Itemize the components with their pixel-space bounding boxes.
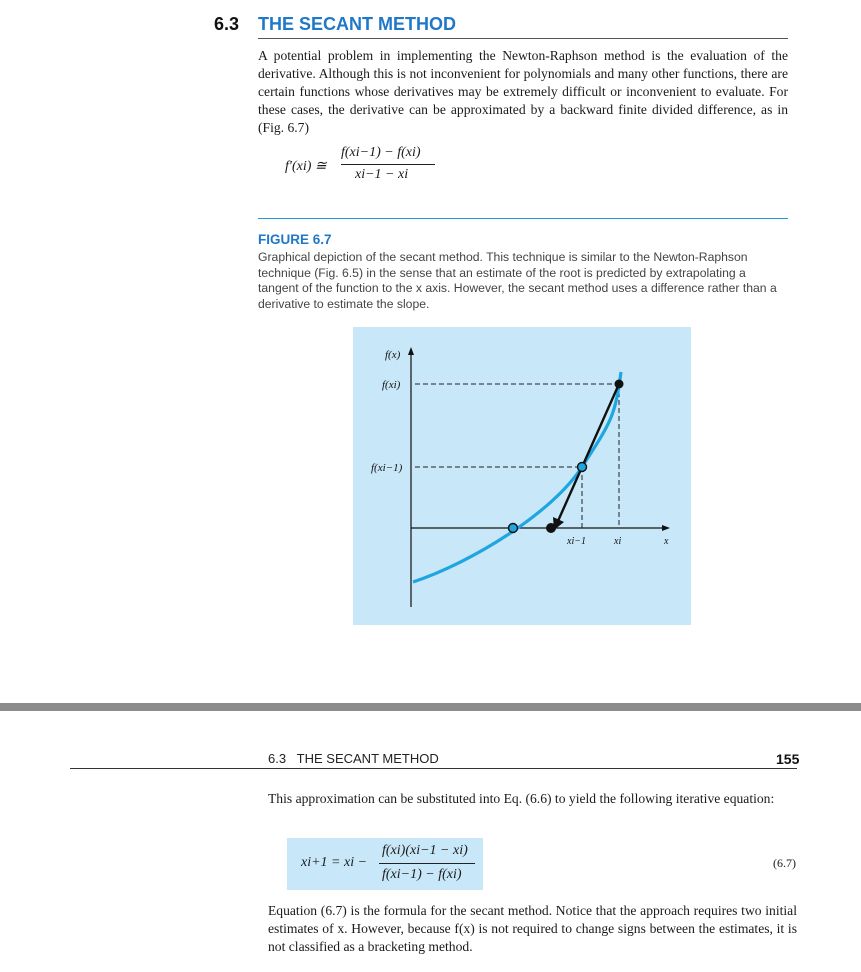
x-axis-label: x	[664, 536, 669, 547]
continuation-paragraph: This approximation can be substituted into Eq. (6.6) to yield the following iterative equation:	[268, 791, 775, 806]
figure-divider	[258, 218, 788, 219]
y-axis-label: f(x)	[385, 349, 401, 361]
x-i-tick-label: xi	[614, 536, 622, 547]
f-xi-label: f(xi)	[382, 379, 401, 391]
derivative-equation-lhs: f′(xi) ≅	[285, 159, 327, 174]
closing-paragraph: Equation (6.7) is the formula for the secant method. Notice that the approach requires two initial estimates of x. However, because f(x) is not required to change signs between the estimates, it is not classified as a bracketing method.	[268, 903, 797, 954]
derivative-equation-denominator: xi−1 − xi	[355, 167, 409, 182]
figure-caption: Graphical depiction of the secant method. This technique is similar to the Newton-Raphson technique (Fig. 6.5) in the sense that an estimate of the root is predicted by extrapolating a tangent of the function to the x axis. However, the secant method uses a difference rather than a derivative to estimate the slope.	[258, 250, 777, 311]
derivative-equation	[285, 144, 485, 190]
section-number: 6.3	[214, 14, 240, 34]
secant-method-figure	[353, 327, 691, 625]
fraction-bar	[379, 863, 475, 864]
derivative-equation-numerator: f(xi−1) − f(xi)	[341, 145, 421, 160]
section-title: THE SECANT METHOD	[258, 14, 456, 34]
secant-equation-lhs: xi+1 = xi −	[301, 855, 368, 870]
figure-background	[353, 327, 691, 625]
page-number: 155	[776, 751, 800, 767]
figure-label: FIGURE 6.7	[258, 232, 332, 247]
running-head: 6.3 THE SECANT METHOD	[268, 751, 439, 766]
page-break-band	[0, 703, 861, 711]
intro-paragraph: A potential problem in implementing the Newton-Raphson method is the evaluation of the derivative. Although this is not inconvenient for polynomials and many other functions, there are certain functions whose derivatives may be extremely difficult or inconvenient to evaluate. For these cases, the derivative can be approximated by a backward finite divided difference, as in (Fig. 6.7)	[258, 48, 788, 135]
point-xi-minus-1	[578, 463, 587, 472]
secant-equation-denominator: f(xi−1) − f(xi)	[382, 867, 462, 882]
section-divider	[258, 38, 788, 39]
new-estimate-point	[546, 523, 556, 533]
fraction-bar	[341, 164, 435, 165]
true-root-point	[509, 524, 518, 533]
header-rule	[70, 768, 797, 769]
x-i-minus-1-tick-label: xi−1	[567, 536, 586, 547]
point-xi	[615, 380, 624, 389]
equation-number: (6.7)	[773, 856, 796, 870]
f-xi-minus-1-label: f(xi−1)	[371, 462, 403, 474]
secant-equation	[287, 838, 483, 890]
secant-equation-numerator: f(xi)(xi−1 − xi)	[382, 843, 468, 858]
